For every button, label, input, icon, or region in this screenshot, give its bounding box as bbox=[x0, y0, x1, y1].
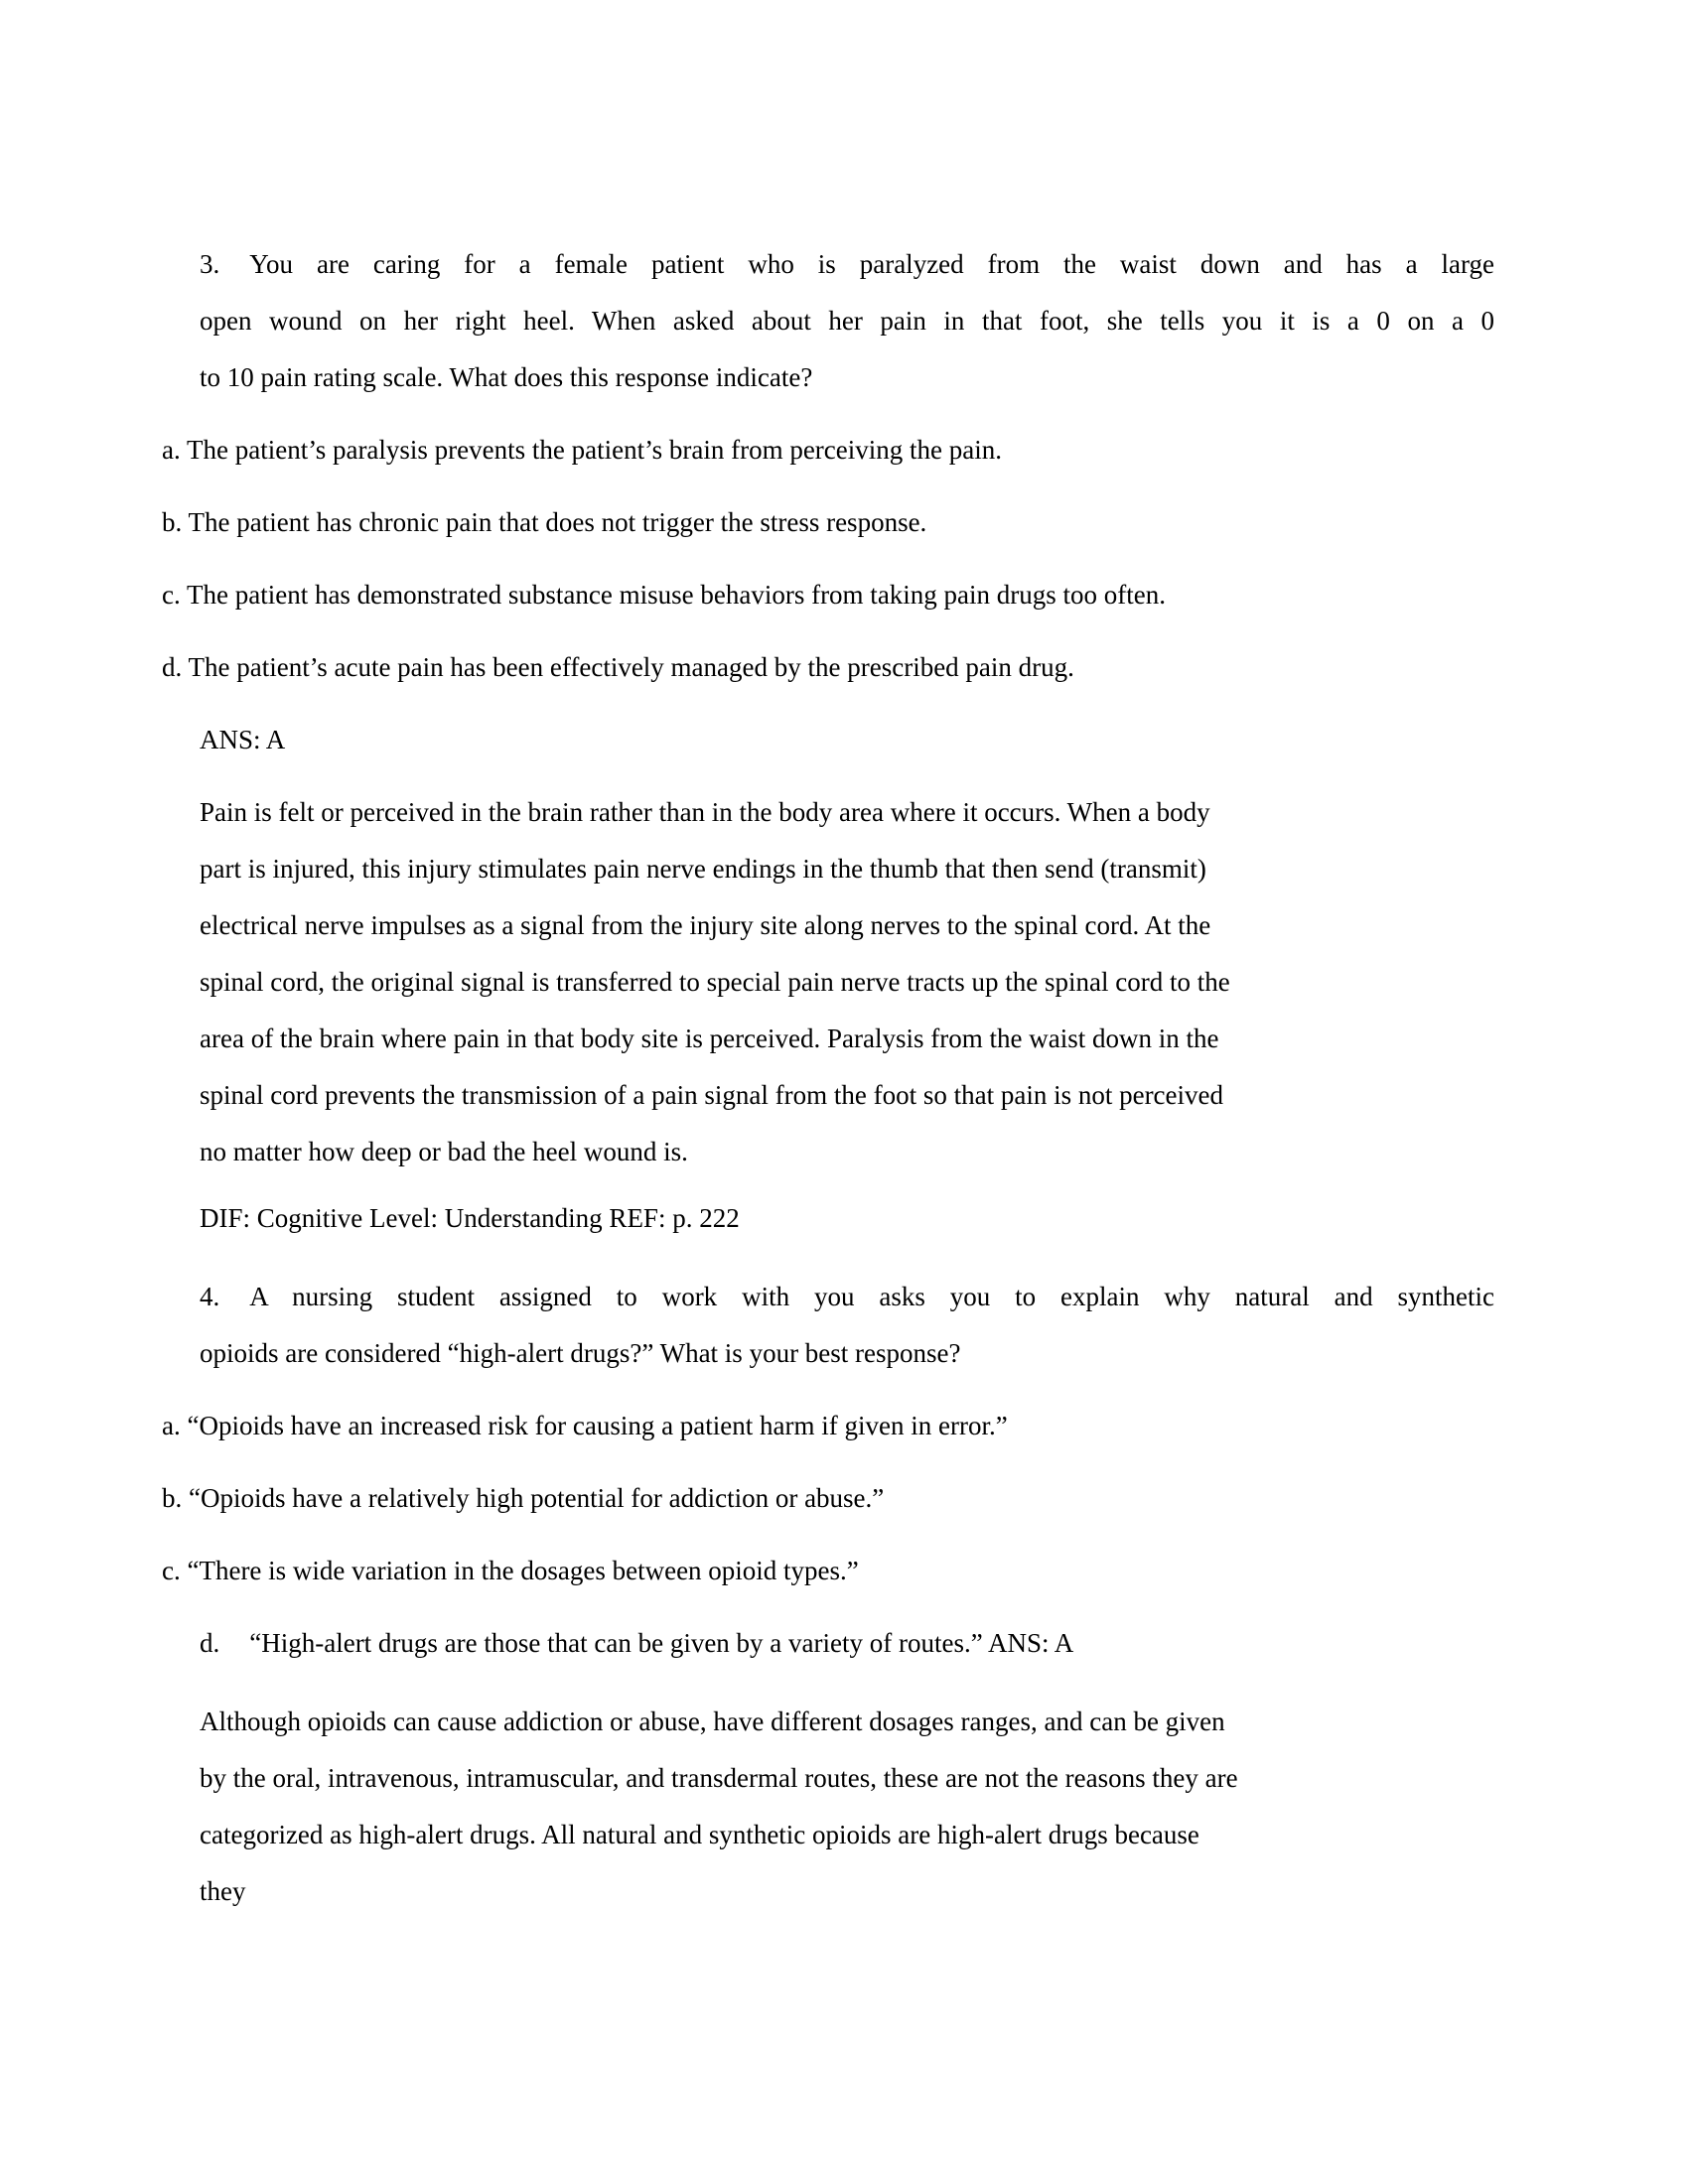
question4-option-d-text: “High-alert drugs are those that can be given by a variety of routes.” ANS: A bbox=[249, 1628, 1074, 1658]
question4-line-1-text: A nursing student assigned to work with you asks you to explain why natural and synthetic bbox=[249, 1282, 1494, 1311]
question4-option-a: a. “Opioids have an increased risk for causing a patient harm if given in error.” bbox=[162, 1411, 1008, 1440]
question3-line-1 bbox=[200, 236, 1494, 293]
question3-number: 3. bbox=[200, 249, 220, 279]
question3-rationale bbox=[162, 784, 1494, 1180]
question4-option-b: b. “Opioids have a relatively high potential for addiction or abuse.” bbox=[162, 1483, 885, 1513]
rationale-line: electrical nerve impulses as a signal from the injury site along nerves to the spinal cord. At the bbox=[200, 910, 1211, 940]
question3-line-2: open wound on her right heel. When asked about her pain in that foot, she tells you it is a 0 on a 0 bbox=[200, 306, 1494, 336]
question3-line-1-text: You are caring for a female patient who is paralyzed from the waist down and has a large bbox=[249, 249, 1494, 279]
rationale-line: Pain is felt or perceived in the brain rather than in the body area where it occurs. When a body bbox=[200, 797, 1210, 827]
question4-line-1 bbox=[200, 1269, 1494, 1325]
question-4-block bbox=[162, 1269, 1494, 1920]
rationale-line: no matter how deep or bad the heel wound is. bbox=[200, 1137, 688, 1166]
rationale-line: spinal cord, the original signal is transferred to special pain nerve tracts up the spinal cord to the bbox=[200, 967, 1230, 997]
rationale-line: categorized as high-alert drugs. All natural and synthetic opioids are high-alert drugs because bbox=[200, 1820, 1199, 1849]
question4-line-2: opioids are considered “high-alert drugs?” What is your best response? bbox=[200, 1338, 961, 1368]
question-3-block bbox=[162, 236, 1494, 1247]
question4-option-c: c. “There is wide variation in the dosages between opioid types.” bbox=[162, 1556, 859, 1585]
question3-line-3: to 10 pain rating scale. What does this response indicate? bbox=[200, 362, 813, 392]
question4-option-d-label: d. bbox=[200, 1628, 220, 1658]
question4-rationale bbox=[162, 1694, 1494, 1920]
rationale-line: Although opioids can cause addiction or abuse, have different dosages ranges, and can be given bbox=[200, 1706, 1225, 1736]
rationale-line: they bbox=[200, 1876, 246, 1906]
question3-option-b: b. The patient has chronic pain that does not trigger the stress response. bbox=[162, 507, 927, 537]
question3-answer: ANS: A bbox=[200, 725, 286, 754]
rationale-line: part is injured, this injury stimulates pain nerve endings in the thumb that then send (transmit) bbox=[200, 854, 1206, 884]
rationale-line: spinal cord prevents the transmission of a pain signal from the foot so that pain is not perceived bbox=[200, 1080, 1224, 1110]
question4-option-d bbox=[200, 1615, 1494, 1672]
question3-option-d: d. The patient’s acute pain has been effectively managed by the prescribed pain drug. bbox=[162, 652, 1074, 682]
question3-option-c: c. The patient has demonstrated substance misuse behaviors from taking pain drugs too often. bbox=[162, 580, 1167, 610]
question4-number: 4. bbox=[200, 1282, 220, 1311]
rationale-line: area of the brain where pain in that body site is perceived. Paralysis from the waist down in the bbox=[200, 1024, 1219, 1053]
question3-dif-ref: DIF: Cognitive Level: Understanding REF: p. 222 bbox=[200, 1203, 740, 1233]
question3-option-a: a. The patient’s paralysis prevents the patient’s brain from perceiving the pain. bbox=[162, 435, 1002, 465]
rationale-line: by the oral, intravenous, intramuscular, and transdermal routes, these are not the reasons they are bbox=[200, 1763, 1238, 1793]
